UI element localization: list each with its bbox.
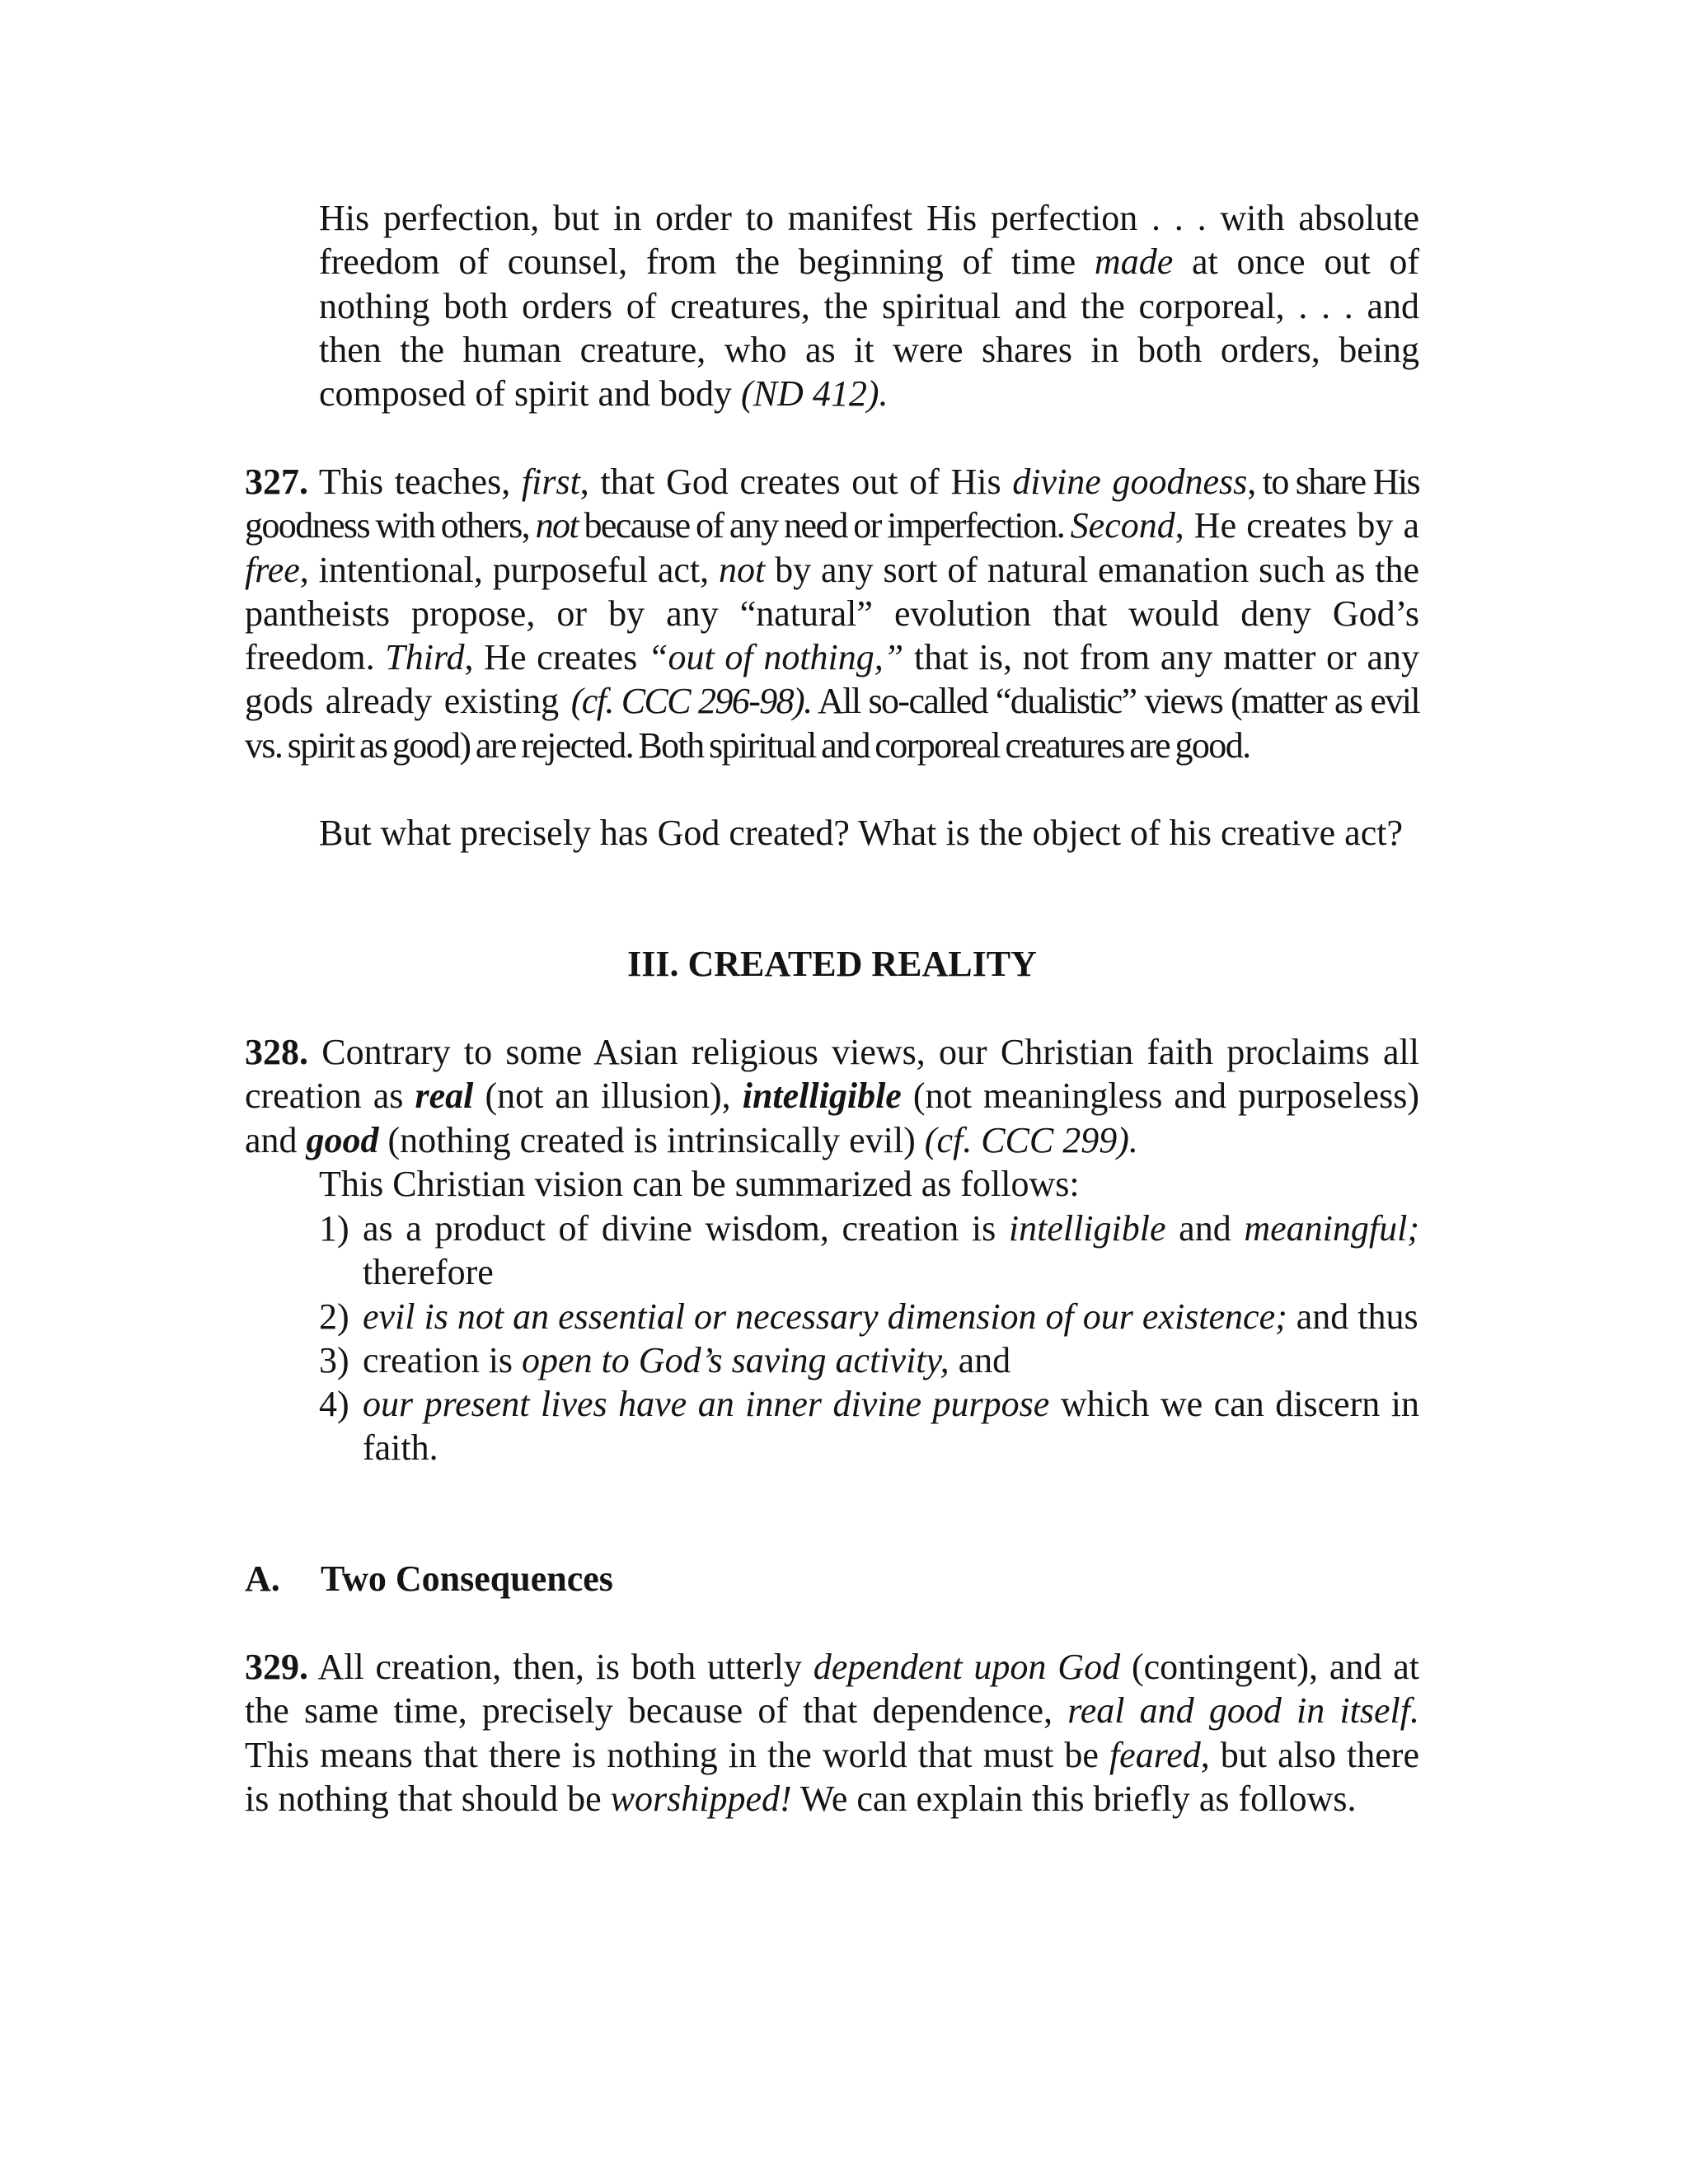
text: creation is	[363, 1339, 523, 1380]
section-heading: III. CREATED REALITY	[627, 944, 1037, 984]
emphasis: our present lives have an inner divine purpose	[363, 1384, 1050, 1425]
text: This means that there is nothing in the world that must be	[245, 1734, 1109, 1775]
text: We can explain this briefly as follows.	[791, 1778, 1357, 1819]
emphasis: real and good in itself.	[1067, 1690, 1419, 1732]
emphasis: Second	[1070, 505, 1175, 546]
list-item	[319, 1207, 1419, 1295]
paragraph-number: 328.	[245, 1032, 308, 1072]
list-number: 1)	[319, 1208, 349, 1249]
emphasis: evil is not an essential or necessary dimension of our existence;	[363, 1296, 1287, 1337]
subsection-letter: A.	[245, 1558, 280, 1599]
text: This teaches,	[308, 462, 522, 502]
text: (nothing created is intrinsically evil)	[378, 1119, 925, 1160]
text: His perfection, but in order to manifest His perfection . . . with absolute freedom of counsel, from the beginning of time	[319, 198, 1419, 283]
citation: (ND 412).	[741, 373, 889, 415]
list-item	[319, 1382, 1419, 1470]
list-number: 3)	[319, 1339, 349, 1380]
strong-emphasis: intelligible	[742, 1076, 902, 1117]
emphasis: first	[521, 462, 580, 502]
text: , He creates by a	[1175, 505, 1419, 546]
text: that is, not from any matter or any gods already existing	[245, 637, 1420, 722]
emphasis: worshipped!	[610, 1778, 792, 1819]
text: All so-called “dualistic” views (matter as evil vs. spirit as good) are rejected. Both spiritual and corporeal creatures are good.	[245, 681, 1419, 766]
emphasis: made	[1094, 241, 1174, 283]
text: and	[949, 1339, 1011, 1380]
text: , but also there is nothing that should be	[245, 1734, 1419, 1819]
text: , intentional, purposeful act,	[299, 549, 720, 590]
paragraph-number: 327.	[245, 462, 308, 502]
strong-emphasis: real	[415, 1076, 474, 1117]
text: Contrary to some Asian religious views, our Christian faith proclaims all creation as	[245, 1032, 1419, 1117]
emphasis: feared	[1109, 1734, 1201, 1775]
text: (not an illusion),	[473, 1076, 743, 1117]
text: (contingent), and at the same time, precisely because of that dependence,	[245, 1647, 1419, 1732]
text: at once out of nothing both orders of creatures, the spiritual and the corporeal, . . . and then the human creature, who as it were shares in both orders, being composed of spirit and body	[319, 241, 1419, 415]
text: , to share His goodness with others,	[245, 462, 1419, 546]
paragraph-question	[245, 811, 1419, 855]
text: as a product of divine wisdom, creation is	[363, 1208, 1009, 1249]
emphasis: not	[719, 549, 766, 590]
emphasis: meaningful;	[1244, 1208, 1420, 1249]
list-item	[319, 1338, 1419, 1382]
text: , He creates	[464, 637, 648, 678]
citation: (cf. CCC 296-98).	[570, 681, 812, 722]
citation: (cf. CCC 299).	[924, 1119, 1138, 1160]
strong-emphasis: good	[306, 1119, 379, 1160]
vision-intro: This Christian vision can be summarized as follows:	[319, 1164, 1080, 1204]
list-item	[319, 1295, 1419, 1338]
emphasis: divine goodness	[1012, 462, 1248, 502]
text: and thus	[1287, 1296, 1418, 1337]
emphasis: open to God’s saving activity,	[522, 1339, 950, 1380]
text: All creation, then, is both utterly	[308, 1647, 814, 1687]
text: But what precisely has God created? What is the object of his creative act?	[319, 813, 1403, 853]
emphasis: free	[245, 549, 300, 590]
list-number: 4)	[319, 1384, 349, 1425]
paragraph-327	[245, 460, 1419, 767]
paragraph-number: 329.	[245, 1647, 308, 1687]
list-number: 2)	[319, 1296, 349, 1337]
emphasis: dependent upon God	[813, 1647, 1121, 1687]
text: (not meaningless and purposeless) and	[245, 1076, 1419, 1160]
text: , that God creates out of His	[579, 462, 1013, 502]
subsection-heading	[245, 1557, 613, 1601]
emphasis: “out of nothing,”	[648, 637, 904, 678]
emphasis: not	[535, 505, 578, 546]
text: by any sort of natural emanation such as the pantheists propose, or by any “natural” evolution that would deny God’s freedom.	[245, 549, 1419, 678]
paragraph-329	[245, 1645, 1419, 1821]
emphasis: Third	[385, 637, 465, 678]
text: and	[1165, 1208, 1245, 1249]
text: because of any need or imperfection.	[578, 505, 1071, 546]
text: which we can discern in faith.	[363, 1384, 1419, 1469]
paragraph-328	[245, 1030, 1419, 1162]
text: therefore	[363, 1252, 494, 1293]
quoted-passage	[319, 196, 1419, 415]
subsection-title: Two Consequences	[321, 1558, 613, 1599]
numbered-list	[319, 1207, 1419, 1470]
emphasis: intelligible	[1008, 1208, 1166, 1249]
